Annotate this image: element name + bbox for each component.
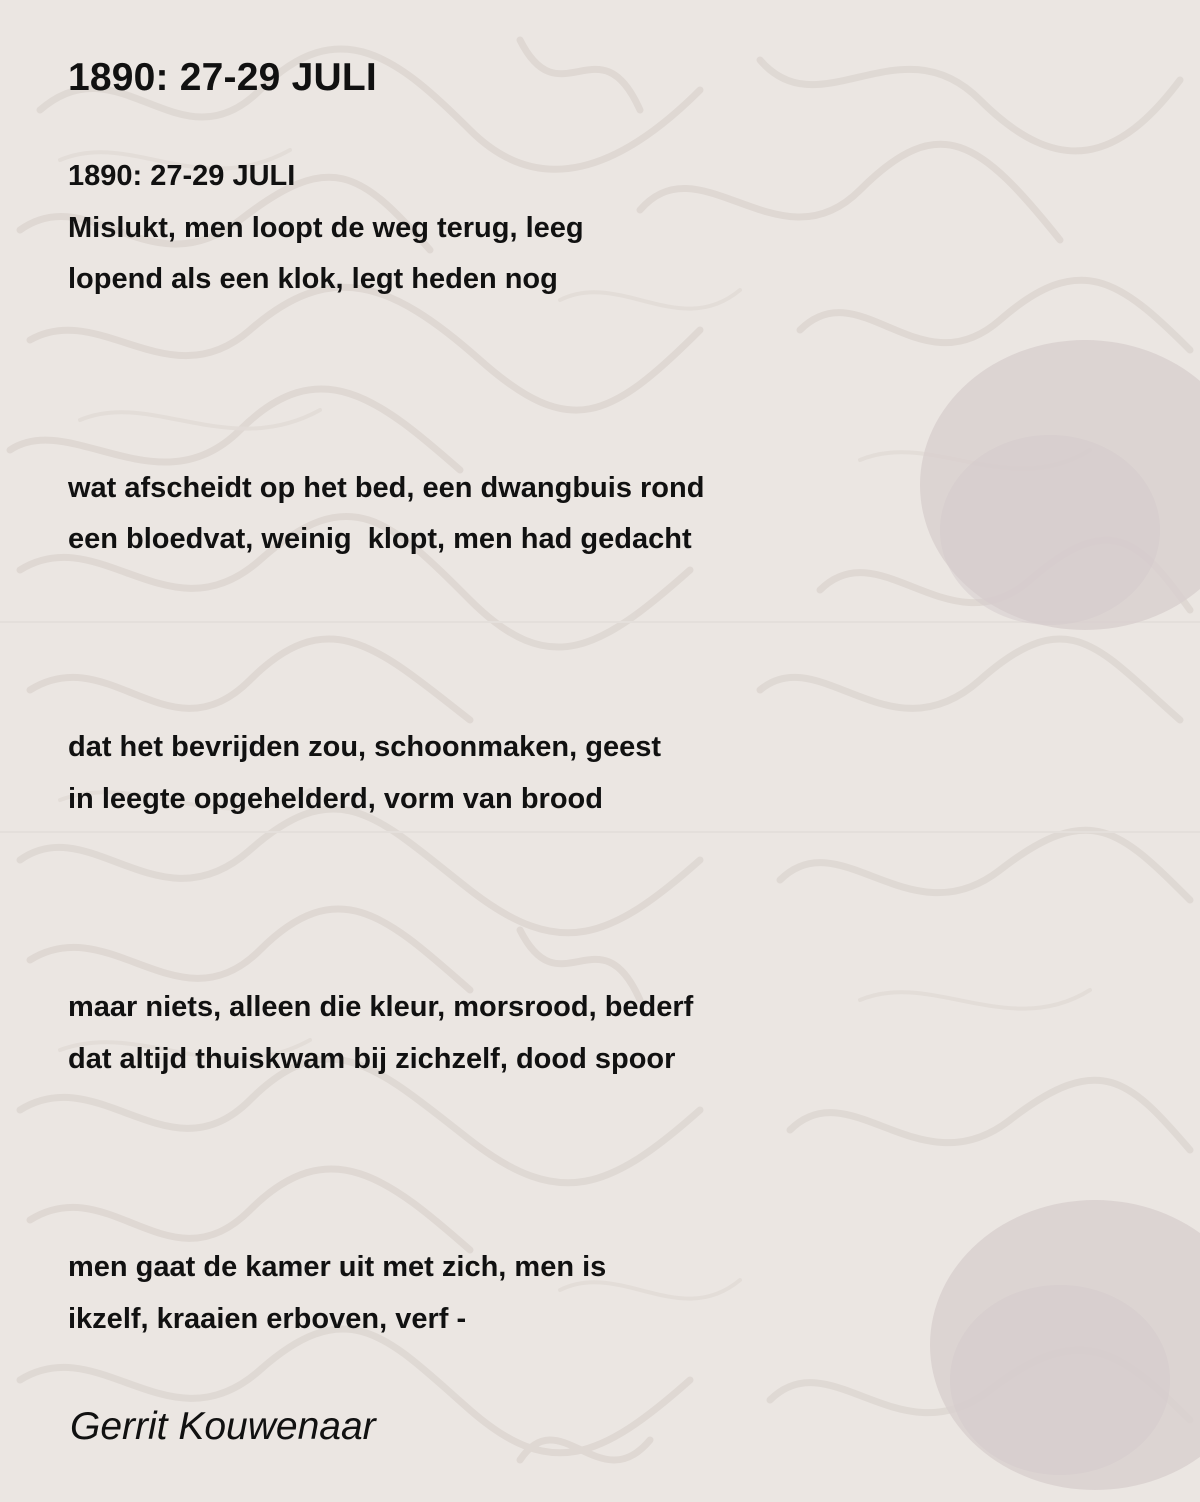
- poem-line: in leegte opgehelderd, vorm van brood: [68, 783, 603, 815]
- poem-line: dat altijd thuiskwam bij zichzelf, dood spoor: [68, 1043, 676, 1075]
- poem-line: een bloedvat, weinig klopt, men had gedacht: [68, 523, 692, 555]
- poem-line: dat het bevrijden zou, schoonmaken, geest: [68, 731, 662, 763]
- poem-line: 1890: 27-29 JULI: [68, 160, 296, 192]
- poem-line: Mislukt, men loopt de weg terug, leeg: [68, 212, 584, 244]
- poem-line: ikzelf, kraaien erboven, verf -: [68, 1303, 467, 1335]
- poem-line: lopend als een klok, legt heden nog: [68, 263, 558, 295]
- page-title: 1890: 27-29 JULI: [68, 56, 377, 99]
- poem-line: wat afscheidt op het bed, een dwangbuis rond: [68, 472, 705, 504]
- poem-line: men gaat de kamer uit met zich, men is: [68, 1251, 607, 1283]
- poem-line: maar niets, alleen die kleur, morsrood, bederf: [68, 991, 694, 1023]
- author-name: Gerrit Kouwenaar: [70, 1405, 376, 1448]
